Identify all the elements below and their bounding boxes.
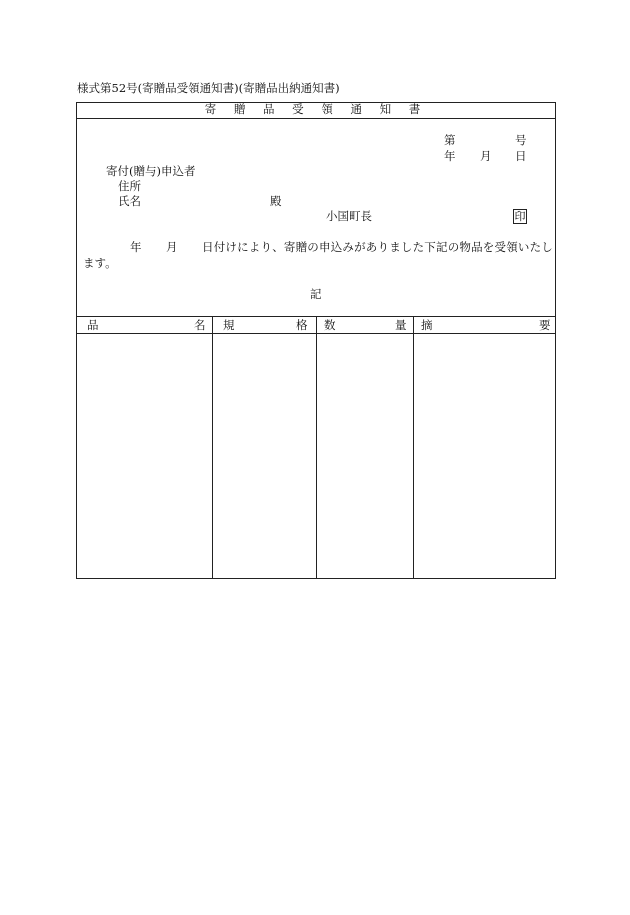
- number-prefix: 第: [444, 133, 456, 147]
- header-quantity-right: 量: [395, 318, 407, 332]
- header-remarks-left: 摘: [421, 318, 433, 332]
- number-suffix: 号: [515, 133, 527, 147]
- body-month-label: 月: [166, 240, 178, 254]
- header-spec-left: 規: [223, 318, 235, 332]
- body-text-line1: 日付けにより、寄贈の申込みがありました下記の物品を受領いたし: [202, 240, 553, 254]
- header-remarks-right: 要: [539, 318, 551, 332]
- date-year-label: 年: [444, 149, 456, 163]
- document-title: 寄 贈 品 受 領 通 知 書: [204, 102, 428, 116]
- name-label: 氏名: [118, 194, 141, 208]
- issuer-name: 小国町長: [326, 209, 372, 223]
- title-divider: [76, 118, 556, 119]
- column-divider-3: [413, 316, 414, 579]
- header-spec-right: 格: [296, 318, 308, 332]
- date-month-label: 月: [480, 149, 492, 163]
- body-text-line2: ます。: [83, 256, 117, 270]
- header-item-name-left: 品: [87, 318, 99, 332]
- header-item-name-right: 名: [194, 318, 206, 332]
- column-divider-2: [316, 316, 317, 579]
- honorific: 殿: [270, 194, 282, 208]
- address-label: 住所: [118, 179, 141, 193]
- form-caption: 様式第52号(寄贈品受領通知書)(寄贈品出納通知書): [77, 81, 340, 95]
- seal-mark: 印: [514, 210, 526, 223]
- body-year-label: 年: [130, 240, 142, 254]
- column-divider-1: [212, 316, 213, 579]
- date-day-label: 日: [515, 149, 527, 163]
- applicant-label: 寄付(贈与)申込者: [106, 164, 196, 178]
- ki-heading: 記: [310, 287, 322, 301]
- header-quantity-left: 数: [324, 318, 336, 332]
